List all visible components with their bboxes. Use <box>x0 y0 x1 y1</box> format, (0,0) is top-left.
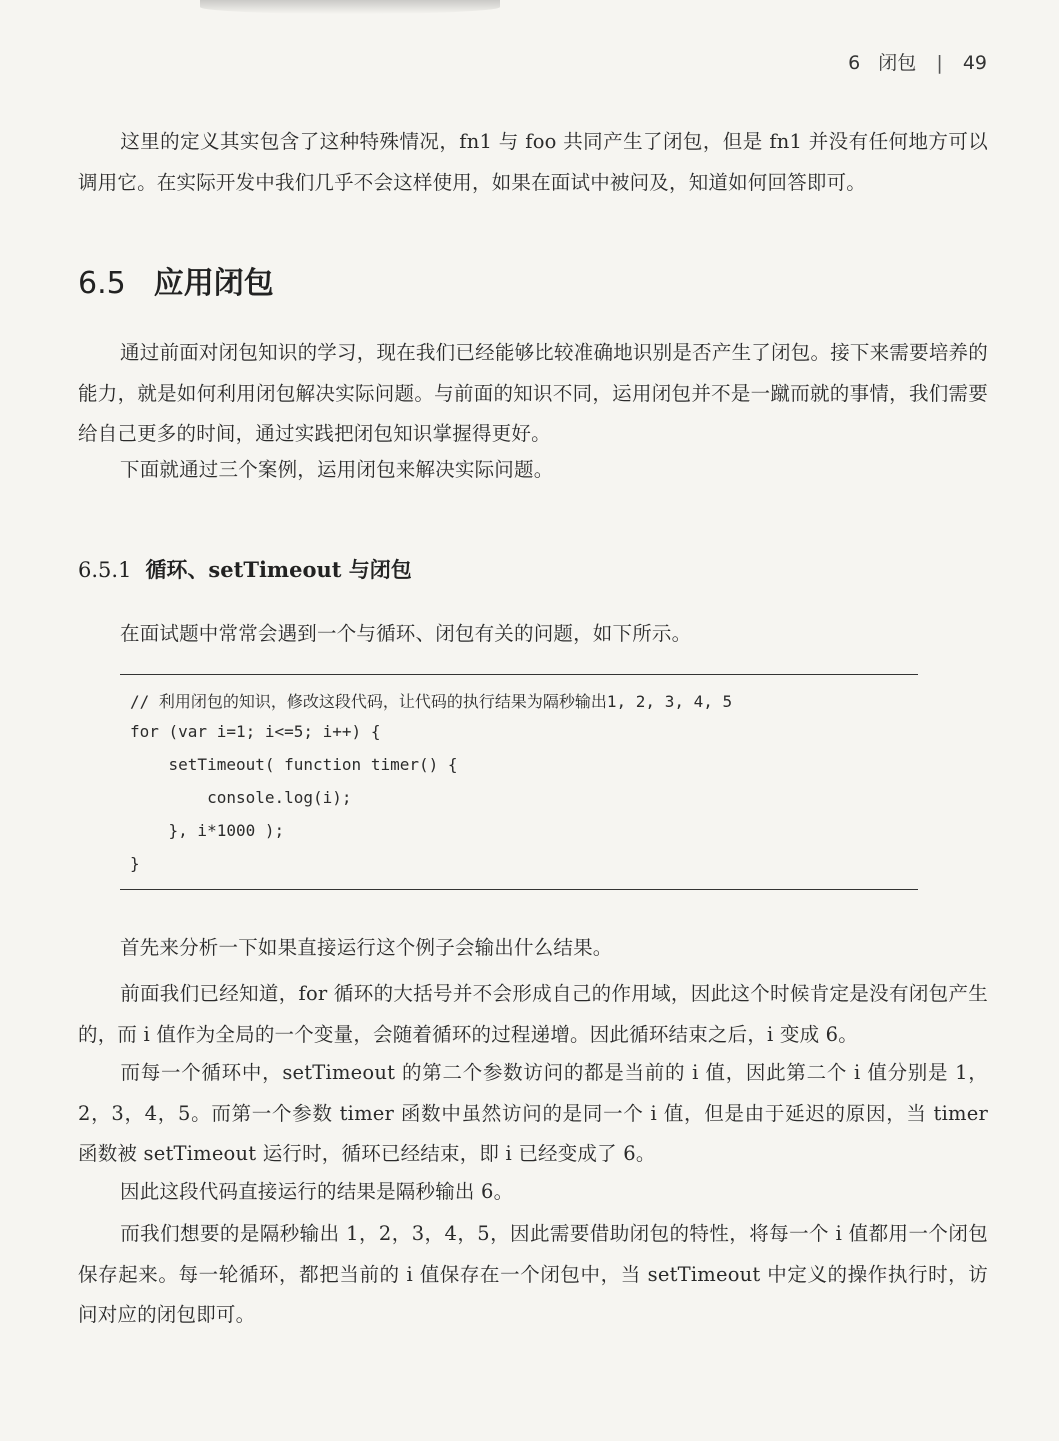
running-header <box>848 48 987 75</box>
header-separator: | <box>936 52 943 74</box>
section-title: 应用闭包 <box>153 266 274 301</box>
scan-shadow <box>200 0 500 14</box>
body-paragraph: 因此这段代码直接运行的结果是隔秒输出 6。 <box>120 1180 514 1203</box>
body-paragraph: 首先来分析一下如果直接运行这个例子会输出什么结果。 <box>120 936 613 959</box>
code-block <box>120 674 918 890</box>
section-paragraph: 通过前面对闭包知识的学习，现在我们已经能够比较准确地识别是否产生了闭包。接下来需要培养的能力，就是如何利用闭包解决实际问题。与前面的知识不同，运用闭包并不是一蹴而就的事情，我们需要给自己更多的时间，通过实践把闭包知识掌握得更好。 <box>78 341 988 445</box>
intro-paragraph: 这里的定义其实包含了这种特殊情况，fn1 与 foo 共同产生了闭包，但是 fn1 并没有任何地方可以调用它。在实际开发中我们几乎不会这样使用，如果在面试中被问及，知道如何回答即可。 <box>78 130 988 194</box>
body-paragraph: 前面我们已经知道，for 循环的大括号并不会形成自己的作用域，因此这个时候肯定是没有闭包产生的，而 i 值作为全局的一个变量，会随着循环的过程递增。因此循环结束之后，i 变成 6。 <box>78 982 988 1046</box>
page-number: 49 <box>962 52 987 74</box>
subsection-title: 循环、setTimeout 与闭包 <box>145 557 412 582</box>
chapter-number: 6 <box>848 52 861 74</box>
subsection-heading <box>78 554 412 584</box>
code-line: setTimeout( function timer() { <box>130 755 458 774</box>
code-line: console.log(i); <box>130 788 352 807</box>
subsection-lead: 在面试题中常常会遇到一个与循环、闭包有关的问题，如下所示。 <box>120 622 692 645</box>
chapter-title: 闭包 <box>878 52 917 74</box>
code-line: } <box>130 854 140 873</box>
code-line: }, i*1000 ); <box>130 821 285 840</box>
section-paragraph: 下面就通过三个案例，运用闭包来解决实际问题。 <box>120 458 554 481</box>
section-heading <box>78 258 274 302</box>
section-number: 6.5 <box>78 266 126 301</box>
body-paragraph: 而我们想要的是隔秒输出 1，2，3，4，5，因此需要借助闭包的特性，将每一个 i 值都用一个闭包保存起来。每一轮循环，都把当前的 i 值保存在一个闭包中，当 setTimeout 中定义的操作执行时，访问对应的闭包即可。 <box>78 1222 988 1326</box>
body-paragraph: 而每一个循环中，setTimeout 的第二个参数访问的都是当前的 i 值，因此第二个 i 值分别是 1，2，3，4，5。而第一个参数 timer 函数中虽然访问的是同一个 i 值，但是由于延迟的原因，当 timer 函数被 setTimeout 运行时，循环已经结束，即 i 已经变成了 6。 <box>78 1061 988 1165</box>
subsection-number: 6.5.1 <box>78 558 132 582</box>
code-line: for (var i=1; i<=5; i++) { <box>130 722 381 741</box>
code-comment: // 利用闭包的知识，修改这段代码，让代码的执行结果为隔秒输出1, 2, 3, 4, 5 <box>130 692 733 711</box>
